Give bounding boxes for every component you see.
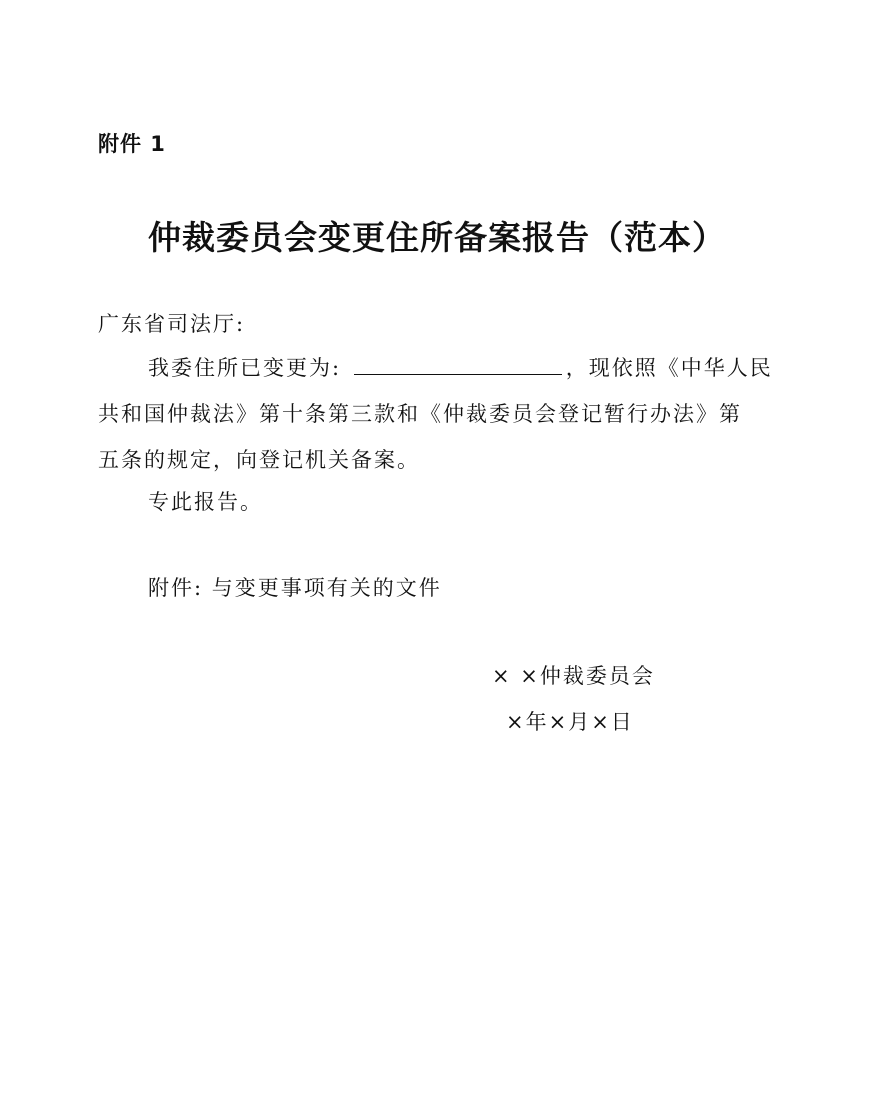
closing-statement: 专此报告。	[148, 490, 263, 514]
document-title: 仲裁委员会变更住所备案报告（范本）	[148, 218, 726, 257]
attachment-note: 附件: 与变更事项有关的文件	[148, 576, 442, 600]
signature-organization: × ×仲裁委员会	[492, 664, 655, 688]
body-paragraph-line-3: 五条的规定，向登记机关备案。	[98, 448, 420, 472]
body-text-after-blank: ，现依照《中华人民	[565, 356, 773, 380]
addressee: 广东省司法厅:	[98, 312, 246, 336]
attachment-label: 附件 1	[98, 132, 166, 156]
address-fill-in-blank	[354, 352, 562, 375]
body-paragraph-line-2: 共和国仲裁法》第十条第三款和《仲裁委员会登记暂行办法》第	[98, 402, 742, 426]
signature-date: ×年×月×日	[506, 710, 634, 734]
body-paragraph-line-1	[148, 352, 788, 382]
body-text-before-blank: 我委住所已变更为:	[148, 356, 350, 380]
